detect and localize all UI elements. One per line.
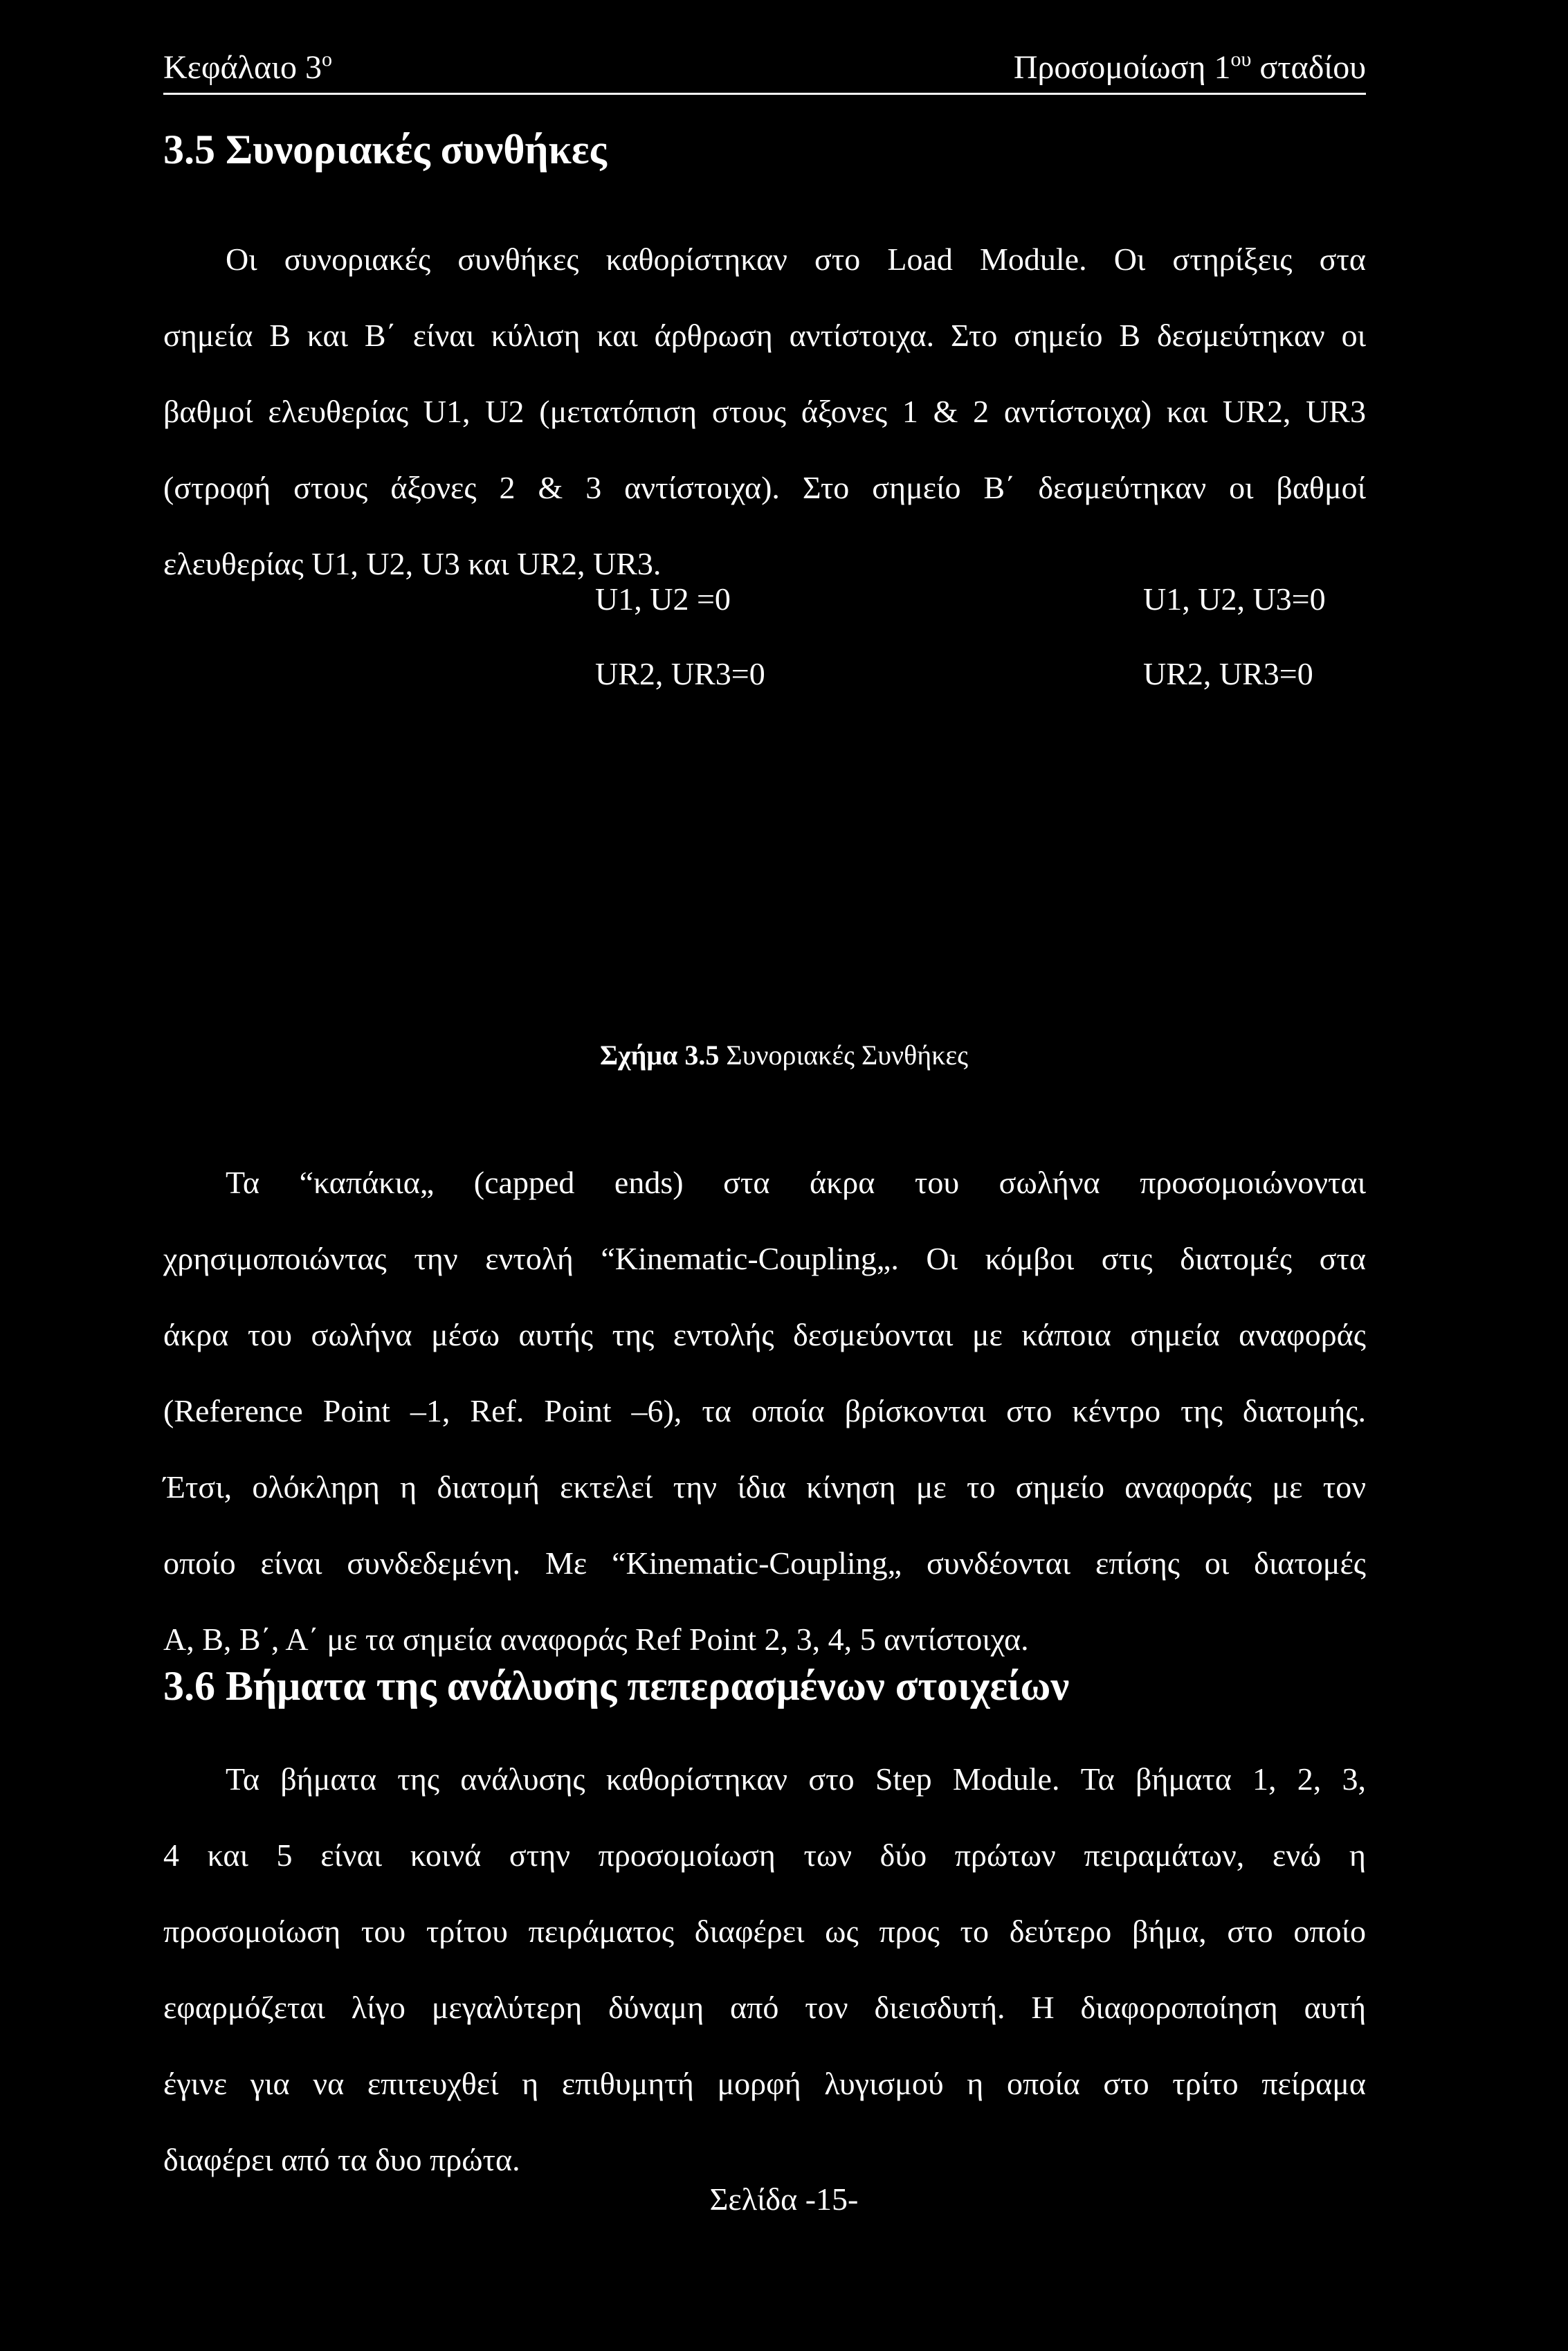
- bc-right-line: U1, U2, U3=0: [1143, 581, 1326, 617]
- page-header: [163, 43, 1366, 95]
- header-chapter: [163, 43, 332, 93]
- paragraph-line: Α, Β, Β΄, Α΄ με τα σημεία αναφοράς Ref Point 2, 3, 4, 5 αντίστοιχα.: [163, 1622, 1029, 1657]
- section-heading-3-6: 3.6 Βήματα της ανάλυσης πεπερασμένων στοιχείων: [163, 1663, 1070, 1709]
- paragraph-line: (Reference Point –1, Ref. Point –6), τα οποία βρίσκονται στο κέντρο της διατομής.: [163, 1393, 1366, 1428]
- paragraph-line: ελευθερίας U1, U2, U3 και UR2, UR3.: [163, 546, 662, 581]
- paragraph-line: άκρα του σωλήνα μέσω αυτής της εντολής δεσμεύονται με κάποια σημεία αναφοράς: [163, 1317, 1366, 1352]
- paragraph-line: βαθμοί ελευθερίας U1, U2 (μετατόπιση στους άξονες 1 & 2 αντίστοιχα) και UR2, UR3: [163, 394, 1366, 429]
- paragraph-line: Τα βήματα της ανάλυσης καθορίστηκαν στο Step Module. Τα βήματα 1, 2, 3,: [226, 1761, 1366, 1797]
- paragraph-line: (στροφή στους άξονες 2 & 3 αντίστοιχα). Στο σημείο Β΄ δεσμεύτηκαν οι βαθμοί: [163, 470, 1366, 505]
- page-number: Σελίδα -15-: [709, 2181, 859, 2217]
- section-3-6-paragraph: [163, 1741, 1366, 2198]
- header-section-text: Προσομοίωση 1: [1013, 49, 1231, 86]
- figure-caption-text: Συνοριακές Συνθήκες: [719, 1040, 969, 1071]
- section-3-5-paragraph: [163, 221, 1366, 602]
- section-heading-3-5: 3.5 Συνοριακές συνθήκες: [163, 127, 607, 172]
- header-section-sup: ου: [1230, 48, 1252, 71]
- figure-caption-label: Σχήμα 3.5: [599, 1040, 720, 1071]
- bc-left-line: UR2, UR3=0: [595, 656, 765, 691]
- paragraph-line: σημεία Β και Β΄ είναι κύλιση και άρθρωση αντίστοιχα. Στο σημείο Β δεσμεύτηκαν οι: [163, 318, 1366, 353]
- paragraph-line: χρησιμοποιώντας την εντολή “Kinematic-Coupling„. Οι κόμβοι στις διατομές στα: [163, 1241, 1366, 1276]
- bc-left-line: U1, U2 =0: [595, 581, 731, 617]
- capped-ends-paragraph: [163, 1145, 1366, 1678]
- paragraph-line: εφαρμόζεται λίγο μεγαλύτερη δύναμη από τον διεισδυτή. Η διαφοροποίηση αυτή: [163, 1990, 1366, 2025]
- header-chapter-text: Κεφάλαιο 3: [163, 49, 322, 86]
- paragraph-line: οποίο είναι συνδεδεμένη. Με “Kinematic-Coupling„ συνδέονται επίσης οι διατομές: [163, 1545, 1366, 1581]
- paragraph-line: προσομοίωση του τρίτου πειράματος διαφέρει ως προς το δεύτερο βήμα, στο οποίο: [163, 1914, 1366, 1949]
- paragraph-line: Οι συνοριακές συνθήκες καθορίστηκαν στο Load Module. Οι στηρίξεις στα: [226, 242, 1366, 277]
- figure-caption: [0, 1031, 1568, 1080]
- paragraph-line: 4 και 5 είναι κοινά στην προσομοίωση των δύο πρώτων πειραμάτων, ενώ η: [163, 1837, 1366, 1873]
- paragraph-line: Έτσι, ολόκληρη η διατομή εκτελεί την ίδια κίνηση με το σημείο αναφοράς με τον: [163, 1469, 1366, 1505]
- header-chapter-sup: ο: [322, 48, 333, 71]
- boundary-condition-left: [595, 562, 765, 711]
- paragraph-line: διαφέρει από τα δυο πρώτα.: [163, 2142, 520, 2177]
- boundary-condition-right: [1143, 562, 1326, 711]
- paragraph-line: Τα “καπάκια„ (capped ends) στα άκρα του σωλήνα προσομοιώνονται: [226, 1165, 1366, 1200]
- bc-right-line: UR2, UR3=0: [1143, 656, 1313, 691]
- header-section-rest: σταδίου: [1251, 49, 1366, 86]
- paragraph-line: έγινε για να επιτευχθεί η επιθυμητή μορφή λυγισμού η οποία στο τρίτο πείραμα: [163, 2066, 1366, 2101]
- header-section: [1014, 43, 1366, 93]
